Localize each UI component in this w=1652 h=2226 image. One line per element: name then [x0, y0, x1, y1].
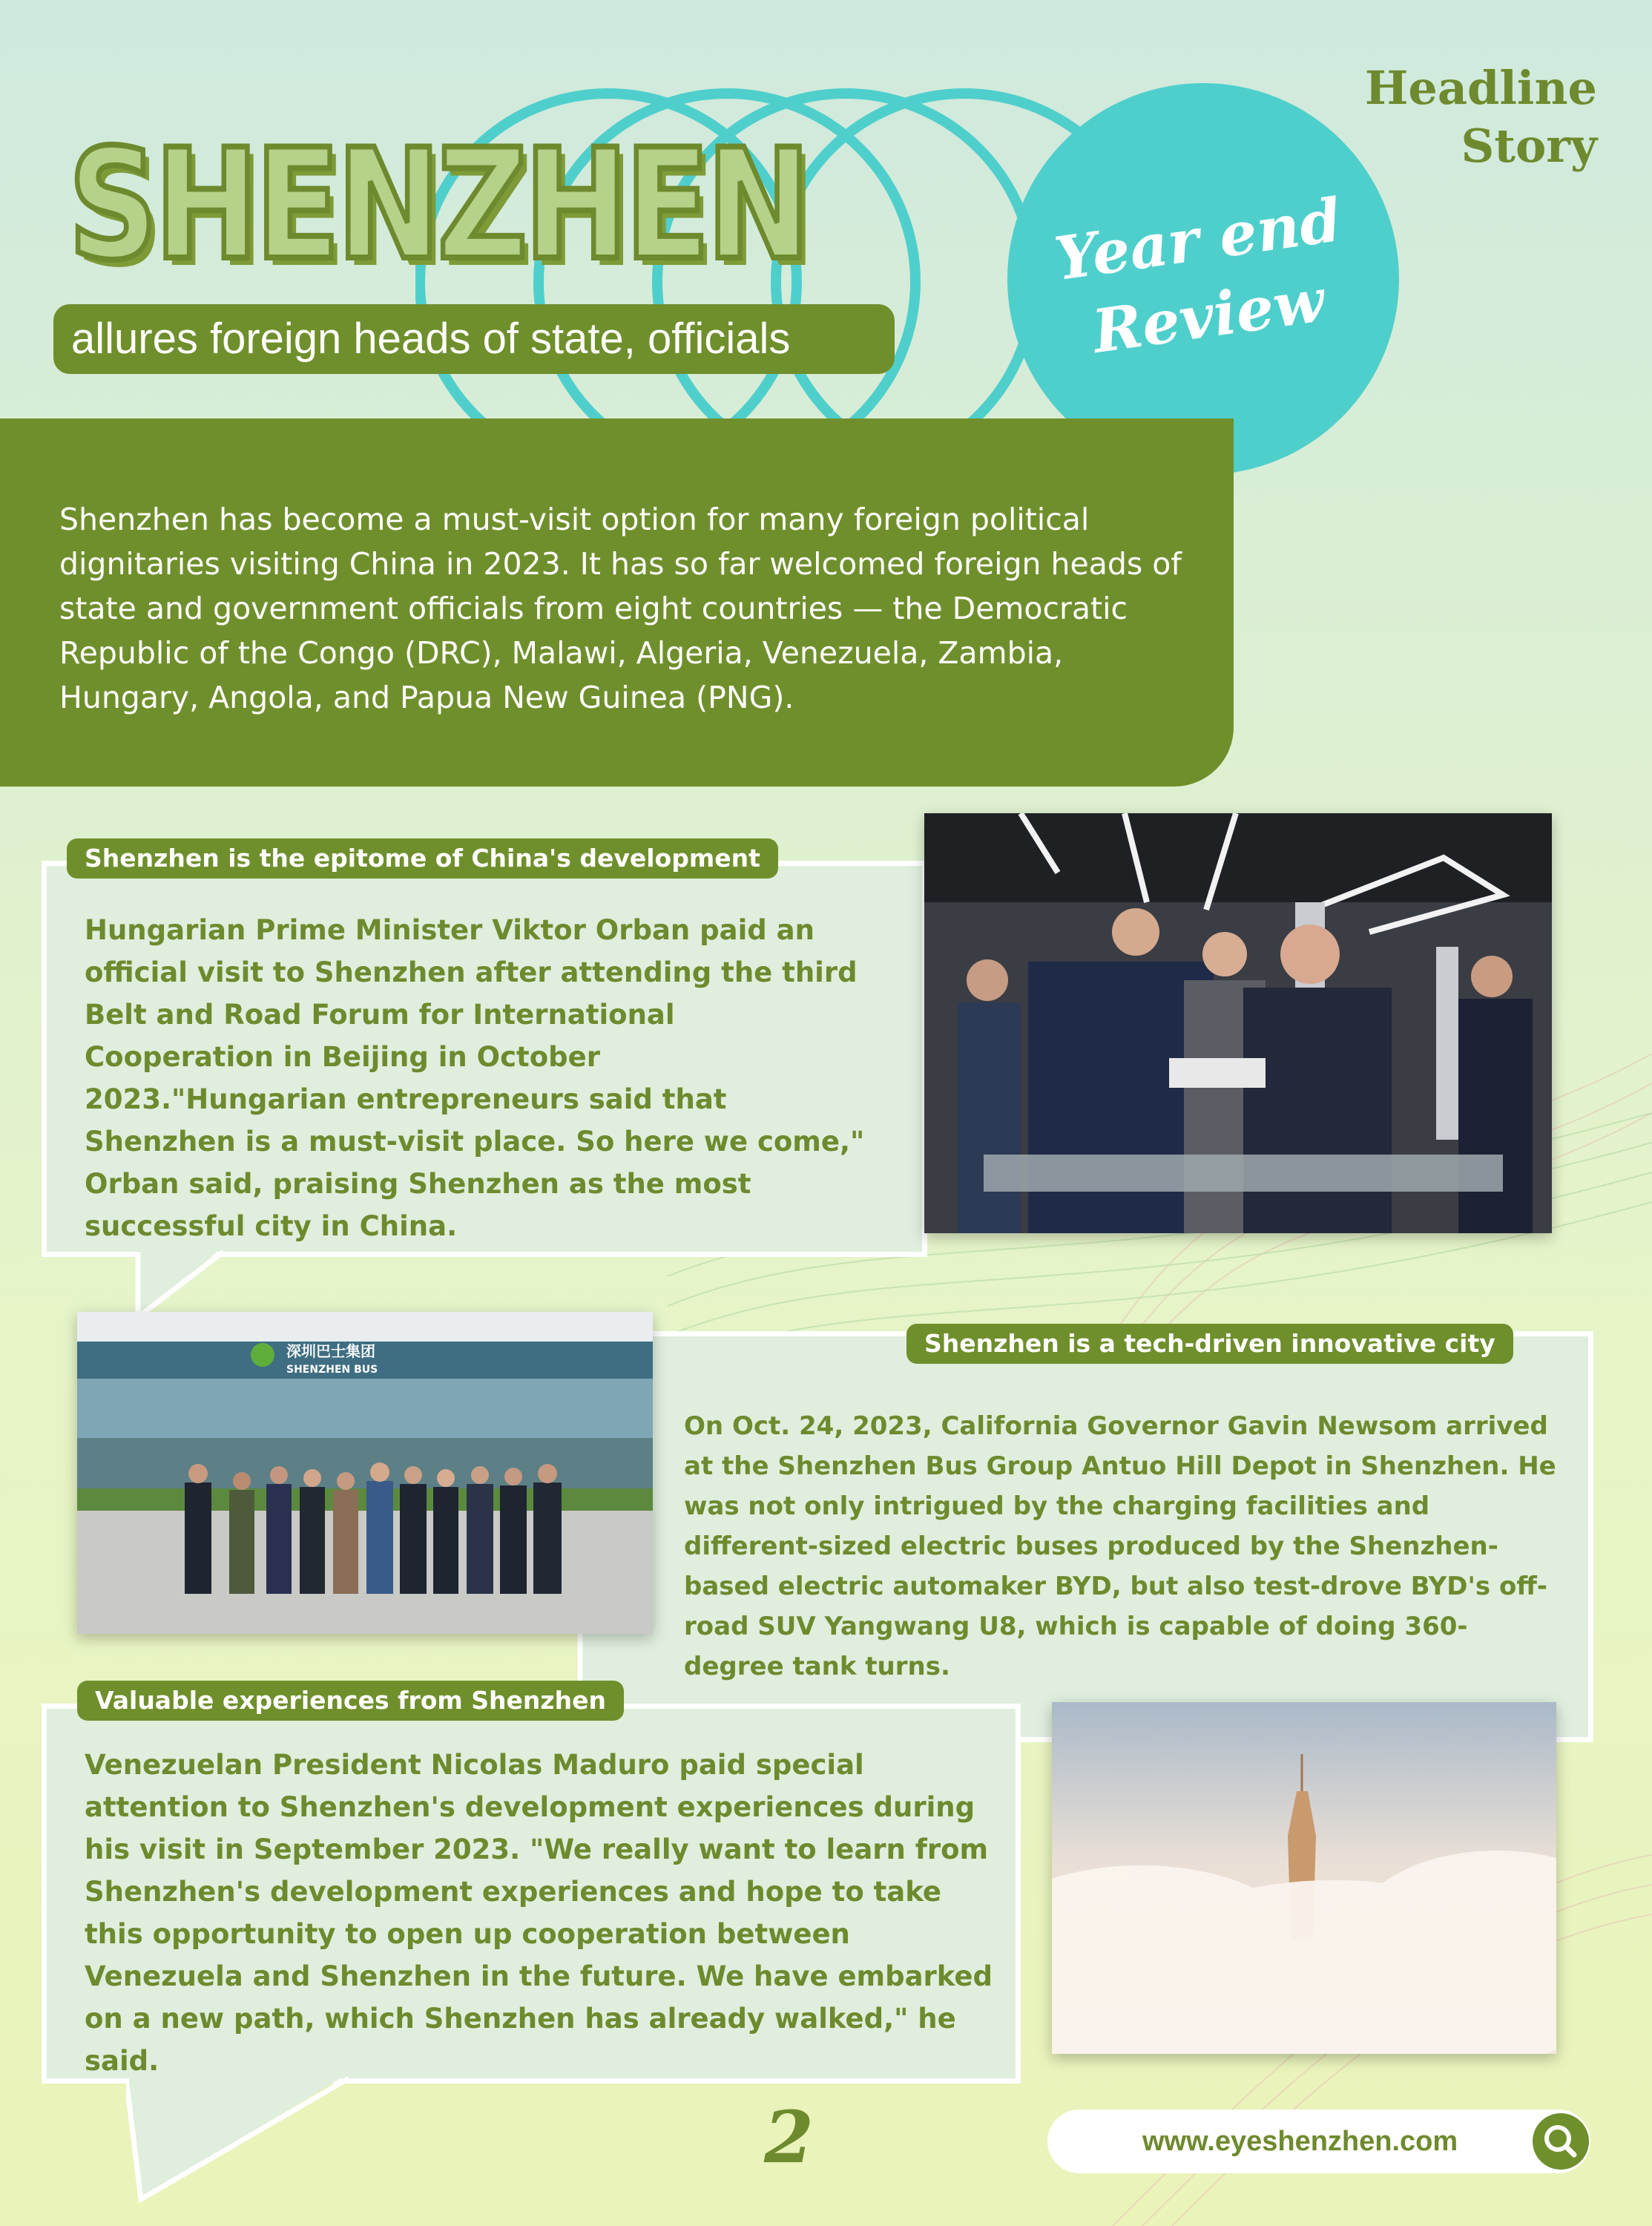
section-3-body: Venezuelan President Nicolas Maduro paid special attention to Shenzhen's development experiences during his visit in September 2023. "We really want to learn from Shenzhen's development experiences and hope to take this opportunity to open up cooperation between Venezuela and Shenzhen in the future. We have embarked on a new path, which Shenzhen has already walked," he said.	[85, 1749, 993, 2077]
bus-sign-chinese: 深圳巴士集团	[286, 1342, 375, 1360]
bus-sign-english: SHENZHEN BUS	[286, 1364, 378, 1376]
search-icon	[1533, 2113, 1589, 2170]
section-3-bubble-tail	[126, 2073, 371, 2207]
headline-story-tag	[1365, 59, 1597, 175]
photo-newsom-bus-depot	[77, 1312, 653, 1634]
photo-orban-visit-illustration	[924, 813, 1552, 1233]
section-1-heading: Shenzhen is the epitome of China's development	[67, 838, 778, 879]
search-button[interactable]	[1533, 2113, 1589, 2170]
intro-text: Shenzhen has become a must-visit option for many foreign political dignitaries visiting China in 2023. It has so far welcomed foreign heads of state and government officials from eight countries — the Democratic Republic of the Congo (DRC), Malawi, Algeria, Venezuela, Zambia, Hungary, Angola, and Papua New Guinea (PNG).	[59, 502, 1182, 715]
badge-line-2: Review	[1088, 265, 1329, 367]
website-url[interactable]: www.eyeshenzhen.com	[1142, 2126, 1458, 2157]
section-2-heading: Shenzhen is a tech-driven innovative city	[906, 1324, 1513, 1364]
photo-orban-visit	[924, 813, 1552, 1233]
page-subtitle: allures foreign heads of state, officials	[71, 315, 791, 363]
badge-line-1: Year end	[1050, 184, 1346, 295]
page-title: SHENZHEN	[68, 117, 808, 294]
photo-skyscraper-clouds	[1052, 1702, 1556, 2054]
photo-newsom-bus-depot-illustration	[77, 1312, 653, 1634]
tag-line-1: Headline	[1364, 61, 1597, 115]
photo-skyscraper-clouds-illustration	[1052, 1702, 1556, 2054]
section-3-heading: Valuable experiences from Shenzhen	[77, 1681, 624, 1721]
tag-line-2: Story	[1461, 119, 1597, 173]
page-number: 2	[764, 2095, 814, 2179]
section-2-body: On Oct. 24, 2023, California Governor Gavin Newsom arrived at the Shenzhen Bus Group Antuo Hill Depot in Shenzhen. He was not only intrigued by the charging facilities and different-sized electric buses produced by the Shenzhen-based electric automaker BYD, but also test-drove BYD's off-road SUV Yangwang U8, which is capable of doing 360-degree tank turns.	[684, 1411, 1556, 1681]
section-1-body: Hungarian Prime Minister Viktor Orban paid an official visit to Shenzhen after attending the third Belt and Road Forum for International Cooperation in Beijing in October 2023."Hungarian entrepreneurs said that Shenzhen is a must-visit place. So here we come," Orban said, praising Shenzhen as the most successful city in China.	[85, 914, 865, 1242]
